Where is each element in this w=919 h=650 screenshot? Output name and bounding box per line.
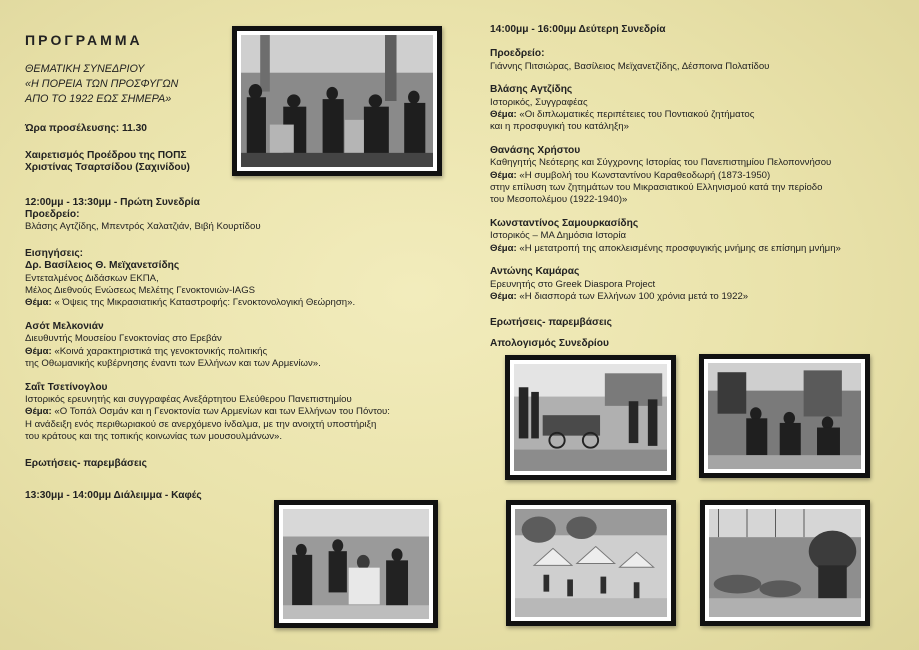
questions-label: Ερωτήσεις- παρεμβάσεις bbox=[490, 317, 612, 329]
refugee-photo-4 bbox=[699, 354, 870, 478]
speaker-role: Ιστορικός, Συγγραφέας bbox=[490, 96, 588, 108]
speaker-block bbox=[25, 382, 455, 444]
topic-text: «Η μετατροπή της αποκλεισμένης προσφυγικής μνήμης σε επίσημη μνήμη» bbox=[516, 242, 841, 254]
speaker-role: Εντεταλμένος Διδάσκων ΕΚΠΑ, bbox=[25, 272, 159, 284]
topic-text: «Οι διπλωματικές περιπέτειες του Ποντιακού ζητήματος bbox=[516, 109, 755, 121]
refugee-photo-5 bbox=[506, 500, 676, 626]
speaker-name: Θανάσης Χρήστου bbox=[490, 144, 581, 156]
session1-header bbox=[25, 197, 455, 234]
conference-review: Απολογισμός Συνεδρίου bbox=[490, 337, 609, 349]
questions-label: Ερωτήσεις- παρεμβάσεις bbox=[25, 457, 147, 469]
topic-label: Θέμα: bbox=[25, 297, 52, 309]
topic-text: του Μεσοπολέμου (1922-1940)» bbox=[490, 194, 628, 206]
session2-presidium bbox=[490, 48, 910, 73]
presidium-members: Γιάννης Πιτσιώρας, Βασίλειος Μεϊχανετζίδης, Δέσποινα Πολατίδου bbox=[490, 60, 770, 72]
topic-text: του κράτους και της τοπικής κοινωνίας των μουσουλμάνων». bbox=[25, 431, 283, 443]
theme-line: ΘΕΜΑΤΙΚΗ ΣΥΝΕΔΡΙΟΥ bbox=[25, 63, 145, 76]
speaker-name: Αντώνης Καμάρας bbox=[490, 266, 580, 278]
talks-label: Εισηγήσεις: bbox=[25, 247, 84, 259]
topic-text: «Η συμβολή του Κωνσταντίνου Καραθεοδωρή (1873-1950) bbox=[516, 169, 771, 181]
speaker-role: Ερευνητής στο Greek Diaspora Project bbox=[490, 278, 656, 290]
greeting-line: Χριστίνας Τσαρτσίδου (Σαχινίδου) bbox=[25, 162, 190, 174]
speaker-block bbox=[490, 84, 910, 134]
speaker-topic bbox=[25, 406, 455, 418]
topic-text: Η ανάδειξη ενός περιθωριακού σε ανερχόμενο ίνδαλμα, με την ανοιχτή υποστήριξη bbox=[25, 418, 377, 430]
speaker-name: Σαΐτ Τσετίνογλου bbox=[25, 381, 108, 393]
topic-text: «Κοινά χαρακτηριστικά της γενοκτονικής πολιτικής bbox=[51, 345, 268, 357]
speaker-topic bbox=[490, 243, 910, 255]
conference-theme bbox=[25, 62, 225, 107]
program-title: ΠΡΟΓΡΑΜΜΑ bbox=[25, 32, 143, 48]
presidium-label: Προεδρείο: bbox=[25, 209, 80, 221]
session2-time: 14:00μμ - 16:00μμ Δεύτερη Συνεδρία bbox=[490, 24, 666, 35]
speaker-role: Ιστορικός – ΜΑ Δημόσια Ιστορία bbox=[490, 230, 627, 242]
speaker-block bbox=[25, 248, 455, 310]
speaker-topic bbox=[25, 297, 455, 309]
speaker-block bbox=[490, 145, 910, 207]
topic-text: «Ο Τοπάλ Οσμάν και η Γενοκτονία των Αρμενίων και των Ελλήνων του Πόντου: bbox=[51, 406, 390, 418]
speaker-block bbox=[490, 266, 910, 303]
presidium-members: Βλάσης Αγτζίδης, Μπεντρός Χαλατζιάν, Βιβή Κουρτίδου bbox=[25, 221, 261, 233]
refugee-photo-6 bbox=[700, 500, 870, 626]
greeting-line: Χαιρετισμός Προέδρου της ΠΟΠΣ bbox=[25, 149, 187, 161]
topic-label: Θέμα: bbox=[490, 169, 517, 181]
right-column bbox=[490, 24, 910, 361]
arrival-time: Ώρα προσέλευσης: 11.30 bbox=[25, 123, 147, 135]
topic-text: «Η διασπορά των Ελλήνων 100 χρόνια μετά το 1922» bbox=[516, 290, 749, 302]
topic-label: Θέμα: bbox=[490, 290, 517, 302]
speaker-role: Ιστορικός ερευνητής και συγγραφέας Ανεξάρτητου Ελεύθερου Πανεπιστημίου bbox=[25, 393, 352, 405]
topic-text: στην επίλυση των ζητημάτων του Μικρασιατικού Ελληνισμού κατά την περίοδο bbox=[490, 182, 823, 194]
speaker-block bbox=[490, 218, 910, 255]
speaker-role: Μέλος Διεθνούς Ενώσεως Μελέτης Γενοκτονιών-IAGS bbox=[25, 285, 256, 297]
topic-text: και η προσφυγική του κατάληξη» bbox=[490, 121, 629, 133]
presidium-label: Προεδρείο: bbox=[490, 48, 545, 60]
topic-label: Θέμα: bbox=[25, 345, 52, 357]
speaker-role: Διευθυντής Μουσείου Γενοκτονίας στο Ερεβάν bbox=[25, 333, 222, 345]
session1-time: 12:00μμ - 13:30μμ - Πρώτη Συνεδρία bbox=[25, 196, 200, 208]
speaker-name: Ασότ Μελκονιάν bbox=[25, 320, 104, 332]
speaker-topic bbox=[490, 170, 910, 182]
refugee-photo-3 bbox=[505, 355, 676, 480]
theme-line: ΑΠΟ ΤΟ 1922 ΕΩΣ ΣΗΜΕΡΑ» bbox=[25, 93, 172, 106]
speaker-name: Κωνσταντίνος Σαμουρκασίδης bbox=[490, 217, 639, 229]
speaker-topic bbox=[25, 346, 455, 358]
speaker-name: Βλάσης Αγτζίδης bbox=[490, 84, 573, 96]
speaker-role: Καθηγητής Νεότερης και Σύγχρονης Ιστορίας του Πανεπιστημίου Πελοποννήσου bbox=[490, 157, 832, 169]
topic-text: της Οθωμανικής κυβέρνησης έναντι των Ελλήνων και των Αρμενίων». bbox=[25, 358, 321, 370]
coffee-break: 13:30μμ - 14:00μμ Διάλειμμα - Καφές bbox=[25, 489, 202, 501]
refugee-photo-2 bbox=[274, 500, 438, 628]
topic-label: Θέμα: bbox=[490, 109, 517, 121]
speaker-topic bbox=[490, 291, 910, 303]
topic-label: Θέμα: bbox=[25, 406, 52, 418]
topic-label: Θέμα: bbox=[490, 242, 517, 254]
speaker-name: Δρ. Βασίλειος Θ. Μεϊχανετσίδης bbox=[25, 260, 180, 272]
topic-text: « Όψεις της Μικρασιατικής Καταστροφής: Γενοκτονολογική Θεώρηση». bbox=[51, 297, 356, 309]
refugee-photo-1 bbox=[232, 26, 442, 176]
speaker-block bbox=[25, 321, 455, 371]
speaker-topic bbox=[490, 109, 910, 121]
theme-line: «Η ΠΟΡΕΙΑ ΤΩΝ ΠΡΟΣΦΥΓΩΝ bbox=[25, 78, 179, 91]
